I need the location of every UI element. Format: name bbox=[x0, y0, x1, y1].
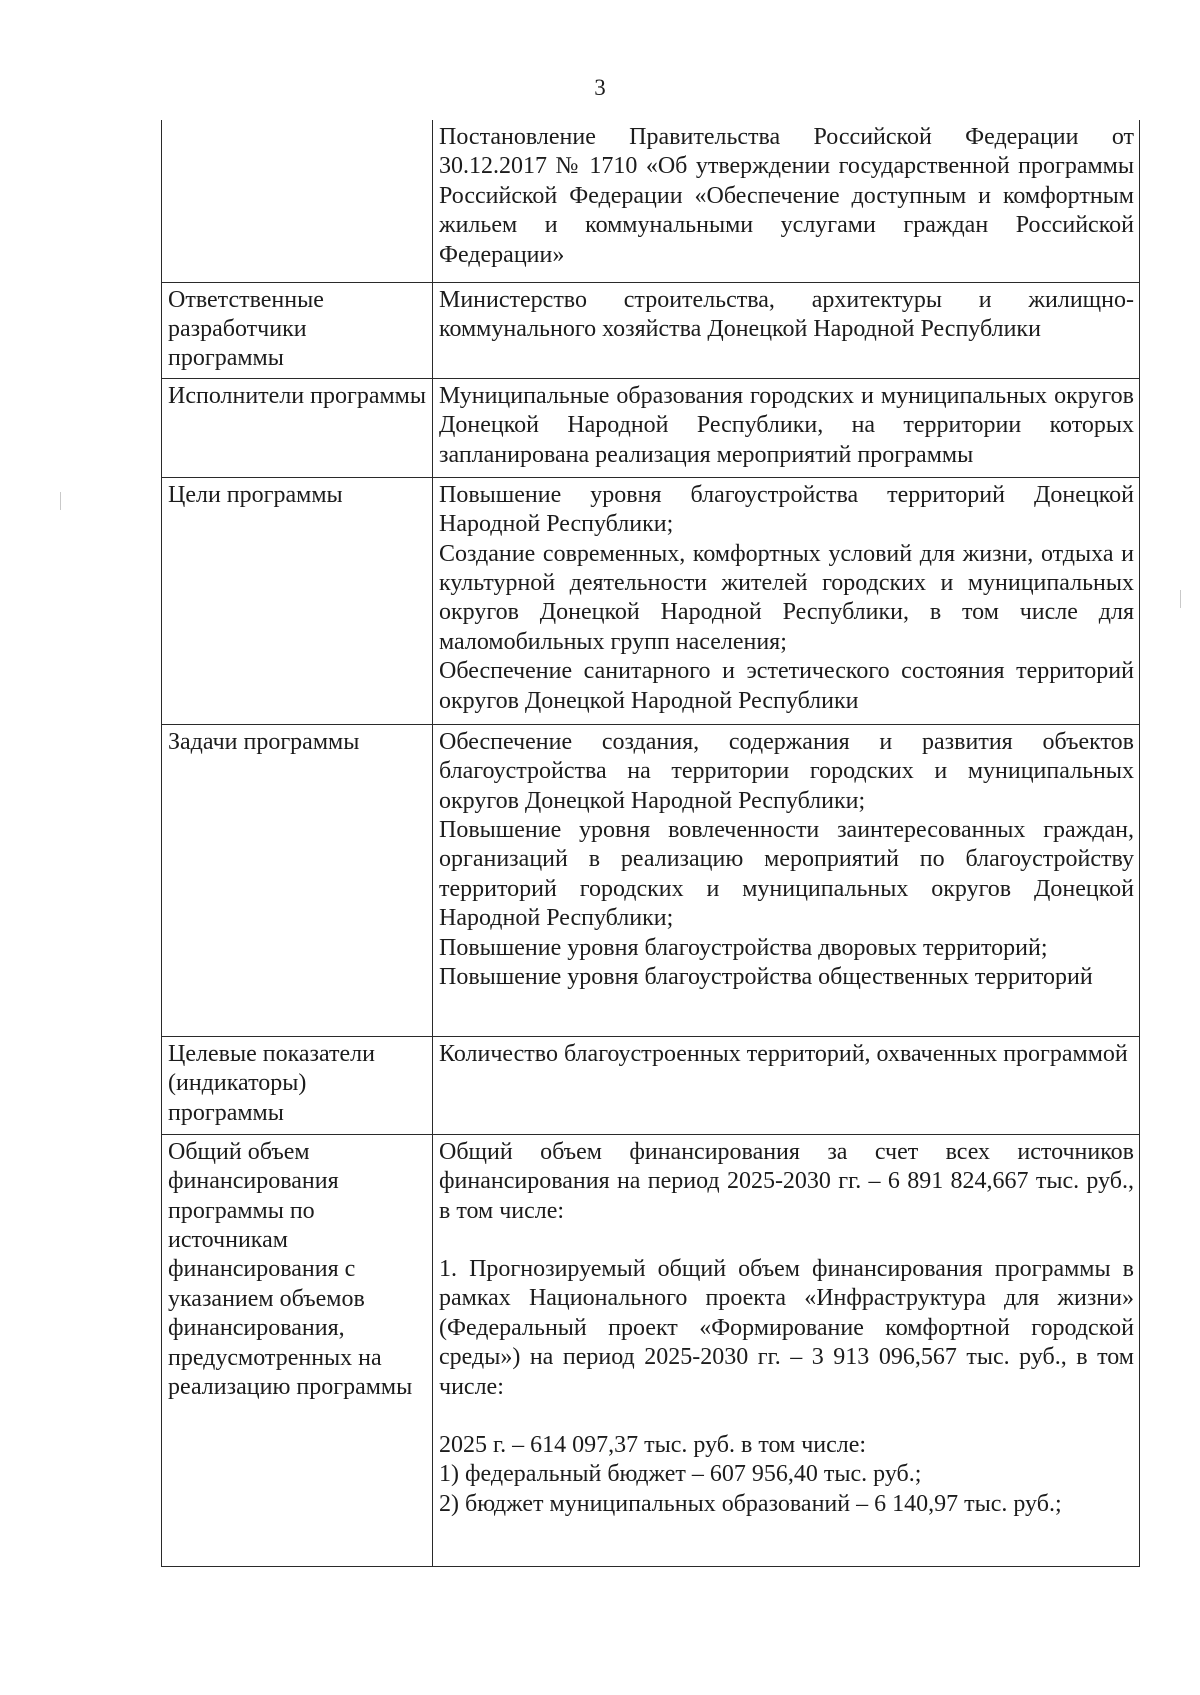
content-paragraph: 2) бюджет муниципальных образований – 6 140,97 тыс. руб.; bbox=[439, 1490, 1062, 1517]
row-content bbox=[433, 477, 1140, 724]
row-label: Цели программы bbox=[162, 477, 433, 724]
content-paragraph: Повышение уровня благоустройства общественных территорий bbox=[439, 963, 1093, 990]
table-row bbox=[162, 378, 1140, 477]
row-content bbox=[433, 1036, 1140, 1134]
row-content bbox=[433, 378, 1140, 477]
scan-artifact bbox=[1180, 590, 1181, 608]
program-passport-table bbox=[161, 120, 1140, 1567]
page-number: 3 bbox=[594, 75, 606, 100]
content-paragraph: 2025 г. – 614 097,37 тыс. руб. в том числе: bbox=[439, 1431, 867, 1458]
content-paragraph: Обеспечение санитарного и эстетического состояния территорий округов Донецкой Народной Республики bbox=[439, 658, 1134, 714]
row-label bbox=[162, 120, 433, 282]
table-row bbox=[162, 282, 1140, 378]
row-label: Целевые показатели (индикаторы) программы bbox=[162, 1036, 433, 1134]
row-label: Общий объем финансирования программы по источникам финансирования с указанием объемов финансирования, предусмотренных на реализацию программы bbox=[162, 1134, 433, 1566]
row-content bbox=[433, 120, 1140, 282]
row-content bbox=[433, 282, 1140, 378]
content-paragraph: Постановление Правительства Российской Федерации от 30.12.2017 № 1710 «Об утверждении государственной программы Российской Федерации «Обеспечение доступным и комфортным жильем и коммунальными услугами граждан Российской Федерации» bbox=[439, 124, 1134, 268]
row-content bbox=[433, 1134, 1140, 1566]
content-paragraph: Общий объем финансирования за счет всех источников финансирования на период 2025-2030 гг. – 6 891 824,667 тыс. руб., в том числе: bbox=[439, 1138, 1134, 1224]
paragraph-gap bbox=[439, 1402, 1134, 1431]
content-paragraph: Количество благоустроенных территорий, охваченных программой bbox=[439, 1040, 1128, 1067]
content-paragraph: 1) федеральный бюджет – 607 956,40 тыс. руб.; bbox=[439, 1461, 922, 1488]
content-paragraph: Повышение уровня благоустройства дворовых территорий; bbox=[439, 934, 1048, 961]
content-paragraph: Муниципальные образования городских и муниципальных округов Донецкой Народной Республики, на территории которых запланирована реализация мероприятий программы bbox=[439, 382, 1134, 468]
scan-artifact bbox=[60, 492, 61, 510]
content-paragraph: 1. Прогнозируемый общий объем финансирования программы в рамках Национального проекта «Инфраструктура для жизни» (Федеральный проект «Формирование комфортной городской среды») на период 2025-2030 гг. – 3 913 096,567 тыс. руб., в том числе: bbox=[439, 1255, 1134, 1400]
row-label: Исполнители программы bbox=[162, 378, 433, 477]
table-row bbox=[162, 724, 1140, 1036]
row-label: Ответственные разработчики программы bbox=[162, 282, 433, 378]
content-paragraph: Создание современных, комфортных условий для жизни, отдыха и культурной деятельности жителей городских и муниципальных округов Донецкой Народной Республики, в том числе для маломобильных групп населения; bbox=[439, 540, 1134, 655]
table-row bbox=[162, 1134, 1140, 1566]
row-label: Задачи программы bbox=[162, 724, 433, 1036]
content-paragraph: Повышение уровня вовлеченности заинтересованных граждан, организаций в реализацию мероприятий по благоустройству территорий городских и муниципальных округов Донецкой Народной Республики; bbox=[439, 816, 1134, 932]
content-paragraph: Обеспечение создания, содержания и развития объектов благоустройства на территории городских и муниципальных округов Донецкой Народной Республики; bbox=[439, 728, 1134, 814]
table-row bbox=[162, 1036, 1140, 1134]
table-row bbox=[162, 120, 1140, 282]
content-paragraph: Министерство строительства, архитектуры и жилищно-коммунального хозяйства Донецкой Народной Республики bbox=[439, 286, 1134, 342]
row-content bbox=[433, 724, 1140, 1036]
paragraph-gap bbox=[439, 1226, 1134, 1255]
content-paragraph: Повышение уровня благоустройства территорий Донецкой Народной Республики; bbox=[439, 481, 1134, 538]
table-row bbox=[162, 477, 1140, 724]
